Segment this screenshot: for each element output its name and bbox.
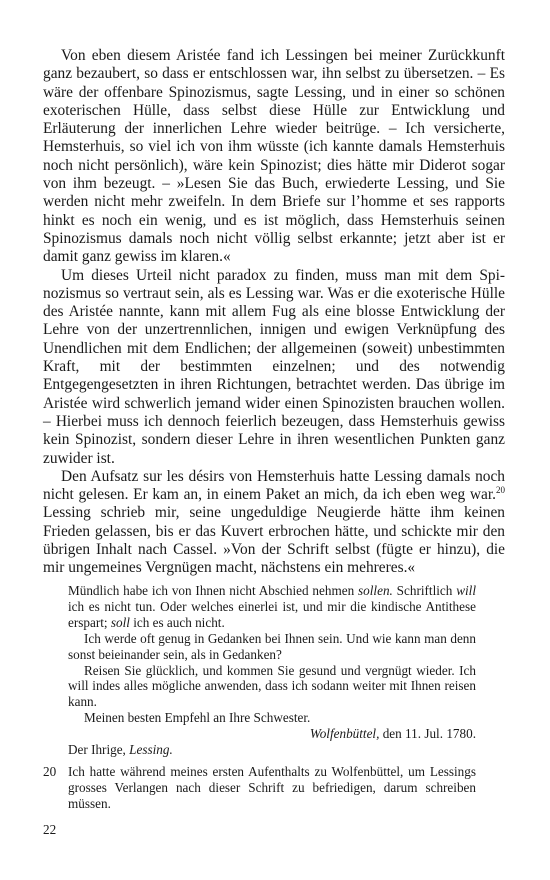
signature-name: Lessing.	[129, 742, 173, 758]
letter-paragraph: Reisen Sie glücklich, und kommen Sie gesund und vergnügt wieder. Ich will indes alles mögliche anwenden, dass ich sodann weiter mit Ihnen reisen kann.	[68, 662, 476, 710]
letter-date	[68, 726, 476, 742]
footnote-text: Ich hatte während meines ersten Aufenthalts zu Wolfenbüttel, um Lessings grosses Verlangen nach dieser Schrift zu befriedigen, darum schreiben müssen.	[68, 764, 476, 811]
date-text: den 11. Jul. 1780.	[379, 726, 476, 742]
main-text	[43, 47, 505, 578]
paragraph	[43, 468, 505, 578]
page-number: 22	[43, 822, 57, 837]
emphasis: sollen.	[358, 583, 393, 598]
letter-paragraph: Ich werde oft genug in Gedanken bei Ihnen sein. Und wie kann man denn sonst beieinander sein, als in Gedanken?	[68, 630, 476, 662]
footnote-number: 20	[43, 764, 57, 779]
signoff-text: Der Ihrige,	[68, 742, 130, 758]
letter-text: Schriftlich	[392, 583, 457, 598]
paragraph: Von eben diesem Aristée fand ich Lessingen bei meiner Zurückkunft ganz bezaubert, so dass er entschlossen war, ihn selbst zu übersetzen. – Es wäre der offenbare Spinozismus, sagte Lessing, und in einer so schönen exoterischen Hülle, dass selbst diese Hülle zur Entwicklung und Erläuterung der innerlichen Lehre wieder beitrüge. – Ich versicherte, Hemsterhuis, so viel ich von ihm wüsste (ich kannte damals Hemsterhuis noch nicht persönlich), wäre kein Spinozist; dies hätte mir Diderot sogar von ihm bezeugt. – »Lesen Sie das Buch, erwiederte Lessing, und Sie werden nicht mehr zweifeln. In dem Briefe sur l’homme et ses rapports hinkt es noch ein wenig, und es ist möglich, dass Hemsterhuis seinen Spinozismus damals noch nicht völlig selbst erkannte; jetzt aber ist er damit ganz gewiss im klaren.«	[43, 47, 505, 266]
letter-text: Mündlich habe ich von Ihnen nicht Abschied nehmen	[68, 583, 359, 598]
emphasis: will	[456, 583, 476, 598]
footnote-reference: 20	[496, 485, 505, 495]
paragraph-text: Den Aufsatz sur les désirs von Hemsterhuis hatte Lessing damals noch nicht gelesen. Er kam an, in einem Paket an mich, da ich eben weg war.	[43, 467, 505, 504]
quoted-letter	[68, 583, 476, 758]
letter-paragraph	[68, 583, 476, 631]
letter-text: ich es nicht tun. Oder welches einerlei ist, und mir die kindische Antithese erspart;	[68, 598, 476, 630]
letter-signoff	[68, 742, 476, 758]
date-place: Wolfenbüttel,	[309, 726, 380, 742]
footnote	[43, 764, 476, 812]
paragraph: Um dieses Urteil nicht paradox zu finden, muss man mit dem Spinozismus so vertraut sein, als es Lessing war. Was er die exoterische Hülle des Aristée nannte, kann mit allem Fug als eine blosse Entwicklung der Lehre von der unzertrennlichen, innigen und ewigen Verknüpfung des Unendlichen mit dem Endlichen; der allgemeinen (soweit) unbestimmten Kraft, mit der bestimmten einzelnen; und des notwendig Entgegengesetzten in ihren Richtungen, betrachtet werden. Das übrige im Aristée wird schwerlich jemand wider einen Spinozisten brauchen wollen. – Hierbei muss ich dennoch feierlich bezeugen, dass Hemsterhuis gewiss kein Spinozist, sondern dieser Lehre in ihren wesentlichen Punkten ganz zuwider ist.	[43, 266, 505, 467]
letter-text: ich es auch nicht.	[129, 614, 225, 630]
emphasis: soll	[110, 614, 130, 630]
letter-paragraph: Meinen besten Empfehl an Ihre Schwester.	[84, 710, 311, 726]
paragraph-text: Lessing schrieb mir, seine ungeduldige Neugierde hätte ihm keinen Frieden gelassen, bis er das Kuvert erbrochen hätte, und schickte mir den übrigen Inhalt nach Cassel. »Von der Schrift selbst (fügte er hinzu), die mir ungemeines Vergnügen macht, nächstens ein mehreres.«	[43, 504, 505, 577]
